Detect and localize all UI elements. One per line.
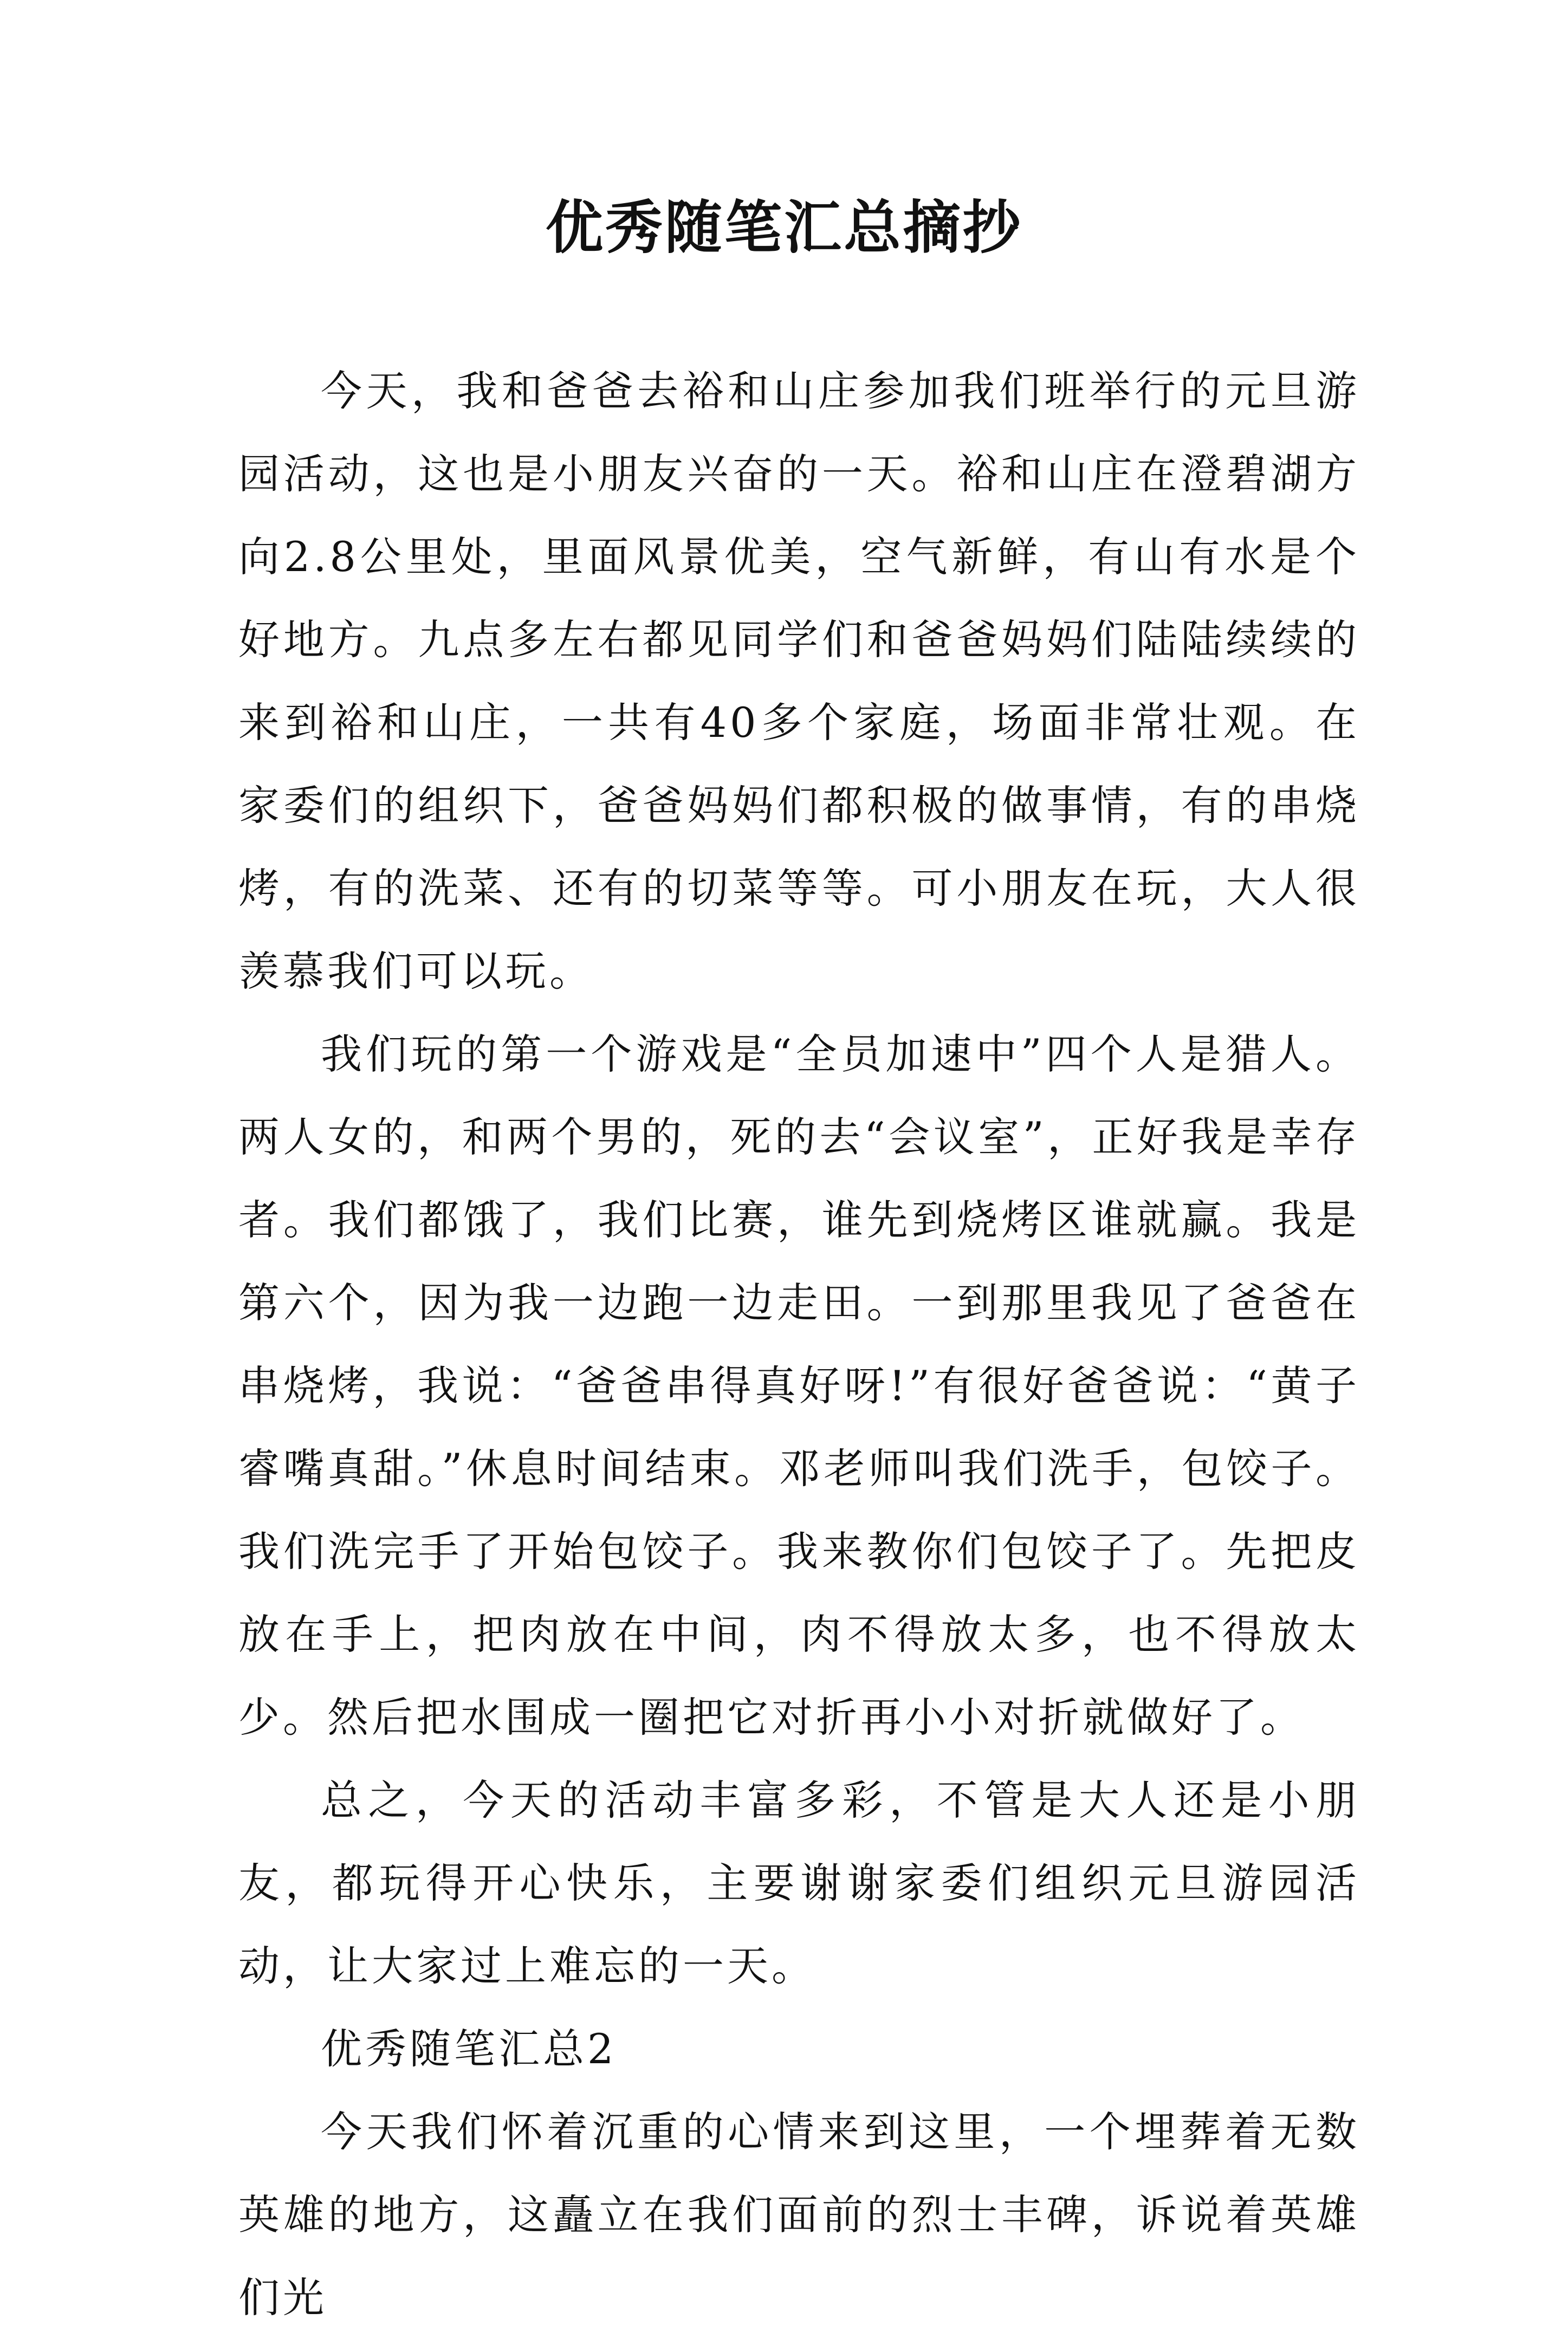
paragraph-1: 今天，我和爸爸去裕和山庄参加我们班举行的元旦游园活动，这也是小朋友兴奋的一天。裕和山庄在澄碧湖方向2.8公里处，里面风景优美，空气新鲜，有山有水是个好地方。九点多左右都见同学们和爸爸妈妈们陆陆续续的来到裕和山庄，一共有40多个家庭，场面非常壮观。在家委们的组织下，爸爸妈妈们都积极的做事情，有的串烧烤，有的洗菜、还有的切菜等等。可小朋友在玩，大人很羡慕我们可以玩。 xyxy=(238,367,1360,995)
document-body xyxy=(238,349,1360,2339)
document-title: 优秀随笔汇总摘抄 xyxy=(546,193,1022,261)
paragraph-2: 我们玩的第一个游戏是“全员加速中”四个人是猎人。两人女的，和两个男的，死的去“会议室”，正好我是幸存者。我们都饿了，我们比赛，谁先到烧烤区谁就赢。我是第六个，因为我一边跑一边走田。一到那里我见了爸爸在串烧烤，我说：“爸爸串得真好呀!”有很好爸爸说：“黄子睿嘴真甜。”休息时间结束。邓老师叫我们洗手，包饺子。我们洗完手了开始包饺子。我来教你们包饺子了。先把皮放在手上，把肉放在中间，肉不得放太多，也不得放太少。然后把水围成一圈把它对折再小小对折就做好了。 xyxy=(238,1030,1360,1741)
paragraph-4: 今天我们怀着沉重的心情来到这里，一个埋葬着无数英雄的地方，这矗立在我们面前的烈士丰碑，诉说着英雄们光 xyxy=(238,2108,1360,2322)
section-heading: 优秀随笔汇总2 xyxy=(321,2025,617,2073)
paragraph-3: 总之，今天的活动丰富多彩，不管是大人还是小朋友，都玩得开心快乐，主要谢谢家委们组织元旦游园活动，让大家过上难忘的一天。 xyxy=(238,1776,1360,1990)
